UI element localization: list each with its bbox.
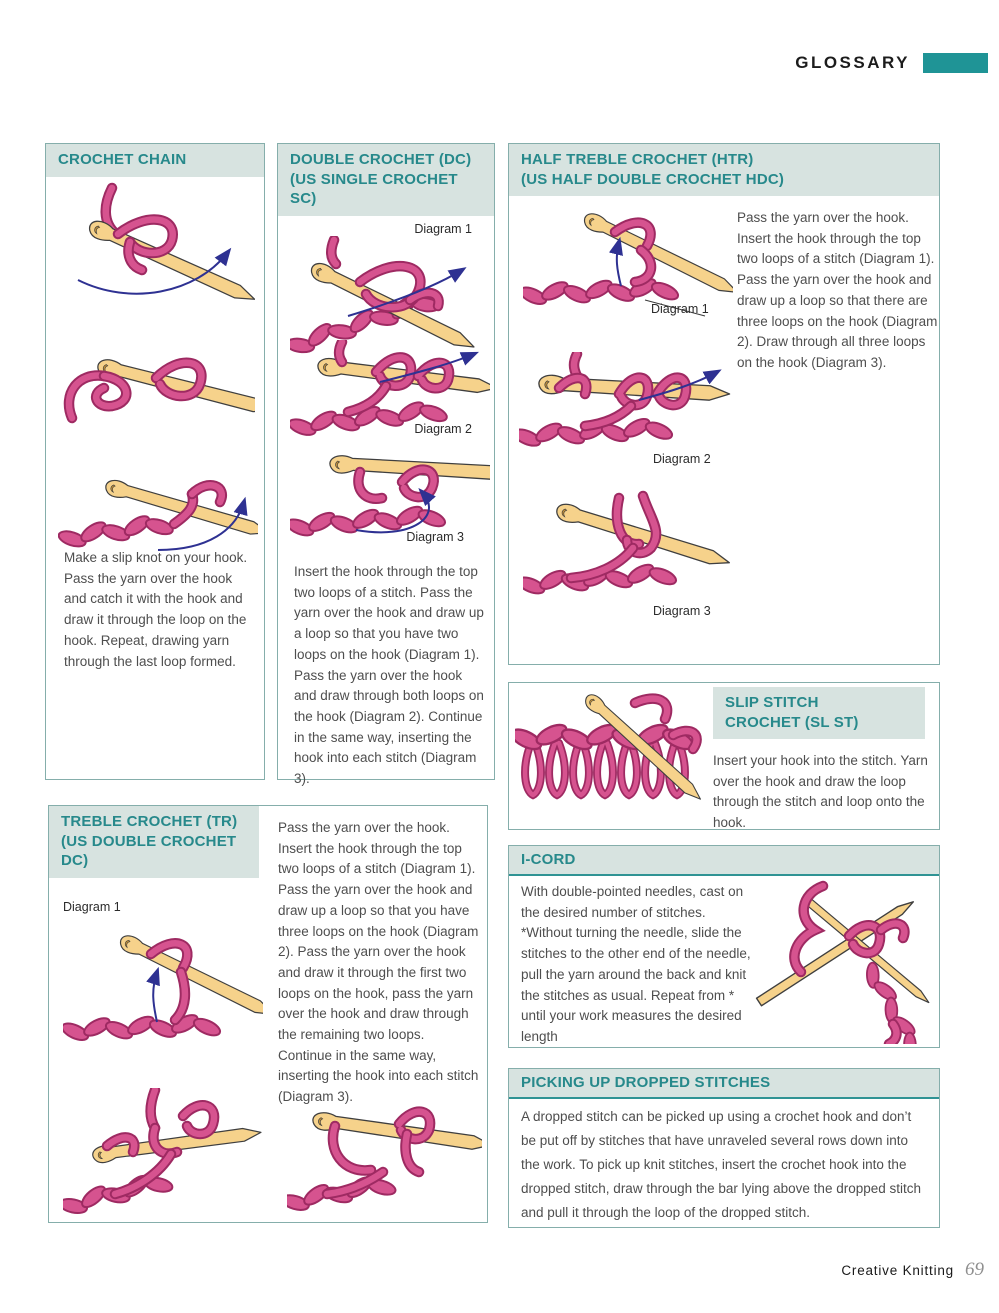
section-title-line: CROCHET (SL ST) bbox=[725, 713, 859, 731]
diagram-label: Diagram 1 bbox=[63, 900, 121, 914]
section-title-picking-up: PICKING UP DROPPED STITCHES bbox=[509, 1069, 939, 1099]
treble-diagram-2-illustration bbox=[63, 1088, 263, 1220]
double-crochet-diagram-3-illustration bbox=[290, 444, 490, 540]
section-body-treble: Pass the yarn over the hook. Insert the hook through the top two loops of a stitch (Diagram 1). Pass the yarn over the hook and draw up a loop so that you have three loops on the hook (Diagram 2). Pass the yarn over the hook and draw it through the first two loops on the hook, pass the yarn over the hook and draw through the remaining two loops. Continue in the same way, inserting the hook into each stitch (Diagram 3). bbox=[278, 820, 479, 1105]
section-title-treble: TREBLE CROCHET (TR) (US DOUBLE CROCHET DC) bbox=[49, 806, 259, 878]
section-body-picking-up: A dropped stitch can be picked up using a crochet hook and don’t be put off by stitches that have unraveled several rows down into the work. To pick up knit stitches, insert the crochet hook into the dropped stitch, draw through the bar lying above the dropped stitch and pull it through the loop of the dropped stitch. bbox=[521, 1109, 922, 1220]
page-title: GLOSSARY bbox=[795, 53, 910, 72]
diagram-label: Diagram 3 bbox=[653, 604, 711, 618]
section-body-crochet-chain: Make a slip knot on your hook. Pass the yarn over the hook and catch it with the hook and draw it through the loop on the hook. Repeat, drawing yarn through the last loop formed. bbox=[64, 550, 248, 669]
diagram-label: Diagram 1 bbox=[651, 302, 709, 316]
section-body-slip-stitch: Insert your hook into the stitch. Yarn over the hook and draw the loop through the stitch and loop onto the hook. bbox=[713, 753, 928, 831]
section-double-crochet bbox=[277, 143, 495, 787]
section-title-line: (US HALF DOUBLE CROCHET HDC) bbox=[521, 170, 785, 188]
section-title-line: HALF TREBLE CROCHET (HTR) bbox=[521, 151, 754, 168]
crochet-chain-diagram-1-illustration bbox=[60, 182, 255, 322]
page-footer bbox=[841, 1259, 984, 1281]
section-body-icord: With double-pointed needles, cast on the desired number of stitches. *Without turning the needle, slide the stitches to the other end of the needle, pull the yarn around the back and knit the stitches as usual. Repeat from * until your work measures the desired length bbox=[521, 884, 751, 1044]
section-picking-up bbox=[508, 1068, 940, 1228]
slip-stitch-illustration bbox=[515, 691, 711, 827]
section-slip-stitch bbox=[508, 682, 940, 830]
section-half-treble bbox=[508, 143, 940, 665]
half-treble-diagram-3-illustration bbox=[523, 480, 733, 602]
section-title-slip-stitch bbox=[713, 687, 925, 739]
treble-diagram-3-illustration bbox=[287, 1088, 482, 1220]
section-title-crochet-chain: CROCHET CHAIN bbox=[46, 144, 264, 177]
page-number: 69 bbox=[965, 1259, 984, 1280]
section-title-half-treble bbox=[509, 144, 939, 196]
section-treble bbox=[48, 805, 488, 1223]
teal-accent-bar bbox=[923, 53, 988, 73]
magazine-name: Creative Knitting bbox=[841, 1263, 954, 1278]
diagram-label: Diagram 3 bbox=[406, 530, 464, 544]
section-body-double-crochet: Insert the hook through the top two loops of a stitch. Pass the yarn over the hook and draw up a loop so that you have two loops on the hook (Diagram 1). Pass the yarn over the hook and draw through both loops on the hook (Diagram 2). Continue in the same way, inserting the hook into each stitch (Diagram 3). bbox=[294, 564, 484, 787]
diagram-label: Diagram 2 bbox=[653, 452, 711, 466]
section-title-line: SLIP STITCH bbox=[725, 694, 819, 711]
crochet-chain-diagram-3-illustration bbox=[58, 450, 258, 562]
icord-illustration bbox=[753, 874, 935, 1044]
half-treble-diagram-2-illustration bbox=[519, 352, 734, 448]
half-treble-diagram-1-illustration bbox=[523, 200, 733, 340]
section-title-double-crochet: DOUBLE CROCHET (DC) (US SINGLE CROCHET SC) bbox=[278, 144, 494, 216]
crochet-chain-diagram-2-illustration bbox=[60, 326, 255, 446]
section-body-half-treble: Pass the yarn over the hook. Insert the hook through the top two loops of a stitch (Diagram 1). Pass the yarn over the hook and draw up a loop so that there are three loops on the hook (Diagram 2). Draw through all three loops on the hook (Diagram 3). bbox=[737, 210, 938, 370]
section-crochet-chain bbox=[45, 143, 265, 780]
diagram-label: Diagram 1 bbox=[414, 222, 472, 236]
section-icord bbox=[508, 845, 940, 1048]
section-title-icord: I-CORD bbox=[509, 846, 939, 876]
diagram-label: Diagram 2 bbox=[414, 422, 472, 436]
treble-diagram-1-illustration bbox=[63, 918, 263, 1066]
